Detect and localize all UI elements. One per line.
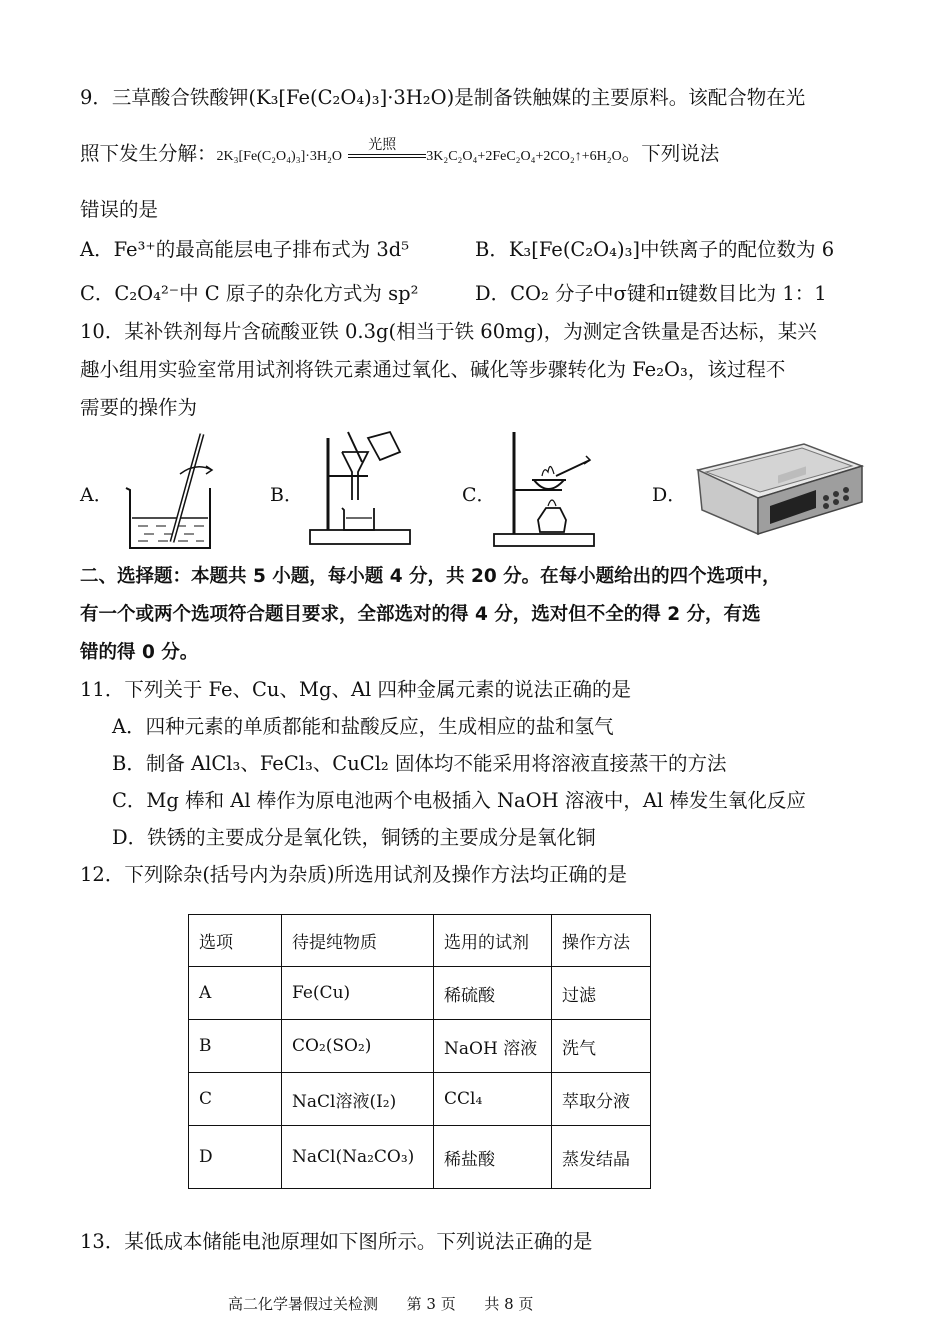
- reaction-condition: 光照: [368, 136, 397, 153]
- q9-line3: 错误的是: [80, 198, 159, 221]
- table-header-row: [189, 915, 651, 967]
- table-header-cell: 待提纯物质: [282, 915, 434, 967]
- evaporation-figure: [490, 430, 602, 552]
- q9-option-d: D．CO₂ 分子中σ键和π键数目比为 1：1: [475, 282, 827, 305]
- purification-table: [188, 914, 651, 1189]
- reaction-arrow: [348, 136, 426, 165]
- q10-label-c: C．: [462, 484, 496, 506]
- table-cell: NaCl溶液(I₂): [282, 1073, 434, 1126]
- filtration-figure: [306, 430, 412, 548]
- stirring-beaker-figure: [118, 430, 218, 552]
- q13-stem: 13．某低成本储能电池原理如下图所示。下列说法正确的是: [80, 1230, 593, 1253]
- q9-option-b: B．K₃[Fe(C₂O₄)₃]中铁离子的配位数为 6: [475, 238, 835, 261]
- section2-line3: 错的得 0 分。: [80, 642, 199, 663]
- table-cell: A: [189, 967, 282, 1020]
- table-cell: B: [189, 1020, 282, 1073]
- q9-line2-prefix: 照下发生分解：: [80, 142, 217, 165]
- table-cell: CO₂(SO₂): [282, 1020, 434, 1073]
- footer-page-number: 第 3 页: [406, 1295, 456, 1313]
- q10-label-d: D．: [652, 484, 687, 506]
- q10-line2: 趣小组用实验室常用试剂将铁元素通过氧化、碱化等步骤转化为 Fe₂O₃，该过程不: [80, 358, 786, 381]
- q11-option-b: B．制备 AlCl₃、FeCl₃、CuCl₂ 固体均不能采用将溶液直接蒸干的方法: [112, 752, 727, 775]
- q9-line2: [80, 136, 720, 171]
- table-header-cell: 选项: [189, 915, 282, 967]
- page-footer: [228, 1293, 533, 1314]
- q9-line1: 9．三草酸合铁酸钾(K₃[Fe(C₂O₄)₃]·3H₂O)是制备铁触媒的主要原料。该配合物在光: [80, 86, 806, 109]
- table-header-cell: 操作方法: [552, 915, 651, 967]
- table-cell: 蒸发结晶: [552, 1126, 651, 1189]
- table-cell: C: [189, 1073, 282, 1126]
- table-row: [189, 1020, 651, 1073]
- q10-label-a: A．: [80, 484, 113, 506]
- table-cell: 过滤: [552, 967, 651, 1020]
- q11-option-c: C．Mg 棒和 Al 棒作为原电池两个电极插入 NaOH 溶液中，Al 棒发生氧化反应: [112, 789, 806, 812]
- q10-line3: 需要的操作为: [80, 396, 198, 419]
- table-row: [189, 1073, 651, 1126]
- q10-label-b: B．: [270, 484, 303, 506]
- q9-option-c: C．C₂O₄²⁻中 C 原子的杂化方式为 sp²: [80, 282, 419, 305]
- q12-stem: 12．下列除杂(括号内为杂质)所选用试剂及操作方法均正确的是: [80, 863, 628, 886]
- q9-line2-suffix: 。下列说法: [621, 142, 720, 165]
- table-cell: CCl₄: [434, 1073, 552, 1126]
- table-row: [189, 1126, 651, 1189]
- q11-option-d: D．铁锈的主要成分是氧化铁，铜锈的主要成分是氧化铜: [112, 826, 596, 849]
- table-cell: 萃取分液: [552, 1073, 651, 1126]
- table-cell: 稀盐酸: [434, 1126, 552, 1189]
- electronic-balance-figure: [684, 440, 866, 540]
- q9-equation-right: 3K₂C₂O₄+2FeC₂O₄+2CO₂↑+6H₂O: [426, 149, 622, 164]
- q10-line1: 10．某补铁剂每片含硫酸亚铁 0.3g(相当于铁 60mg)，为测定含铁量是否达标，某兴: [80, 320, 817, 343]
- section2-line1: 二、选择题：本题共 5 小题，每小题 4 分，共 20 分。在每小题给出的四个选项中，: [80, 566, 781, 587]
- table-header-cell: 选用的试剂: [434, 915, 552, 967]
- table-cell: D: [189, 1126, 282, 1189]
- q11-stem: 11．下列关于 Fe、Cu、Mg、Al 四种金属元素的说法正确的是: [80, 678, 631, 701]
- section2-line2: 有一个或两个选项符合题目要求，全部选对的得 4 分，选对但不全的得 2 分，有选: [80, 604, 761, 625]
- q11-option-a: A．四种元素的单质都能和盐酸反应，生成相应的盐和氢气: [112, 715, 614, 738]
- footer-total-pages: 共 8 页: [484, 1295, 534, 1313]
- table-cell: Fe(Cu): [282, 967, 434, 1020]
- table-cell: 稀硫酸: [434, 967, 552, 1020]
- table-row: [189, 967, 651, 1020]
- table-cell: NaOH 溶液: [434, 1020, 552, 1073]
- table-cell: NaCl(Na₂CO₃): [282, 1126, 434, 1189]
- q9-option-a: A．Fe³⁺的最高能层电子排布式为 3d⁵: [80, 238, 410, 261]
- footer-exam-title: 高二化学暑假过关检测: [228, 1295, 379, 1313]
- q9-equation-left: 2K₃[Fe(C₂O₄)₃]·3H₂O: [216, 149, 343, 164]
- table-cell: 洗气: [552, 1020, 651, 1073]
